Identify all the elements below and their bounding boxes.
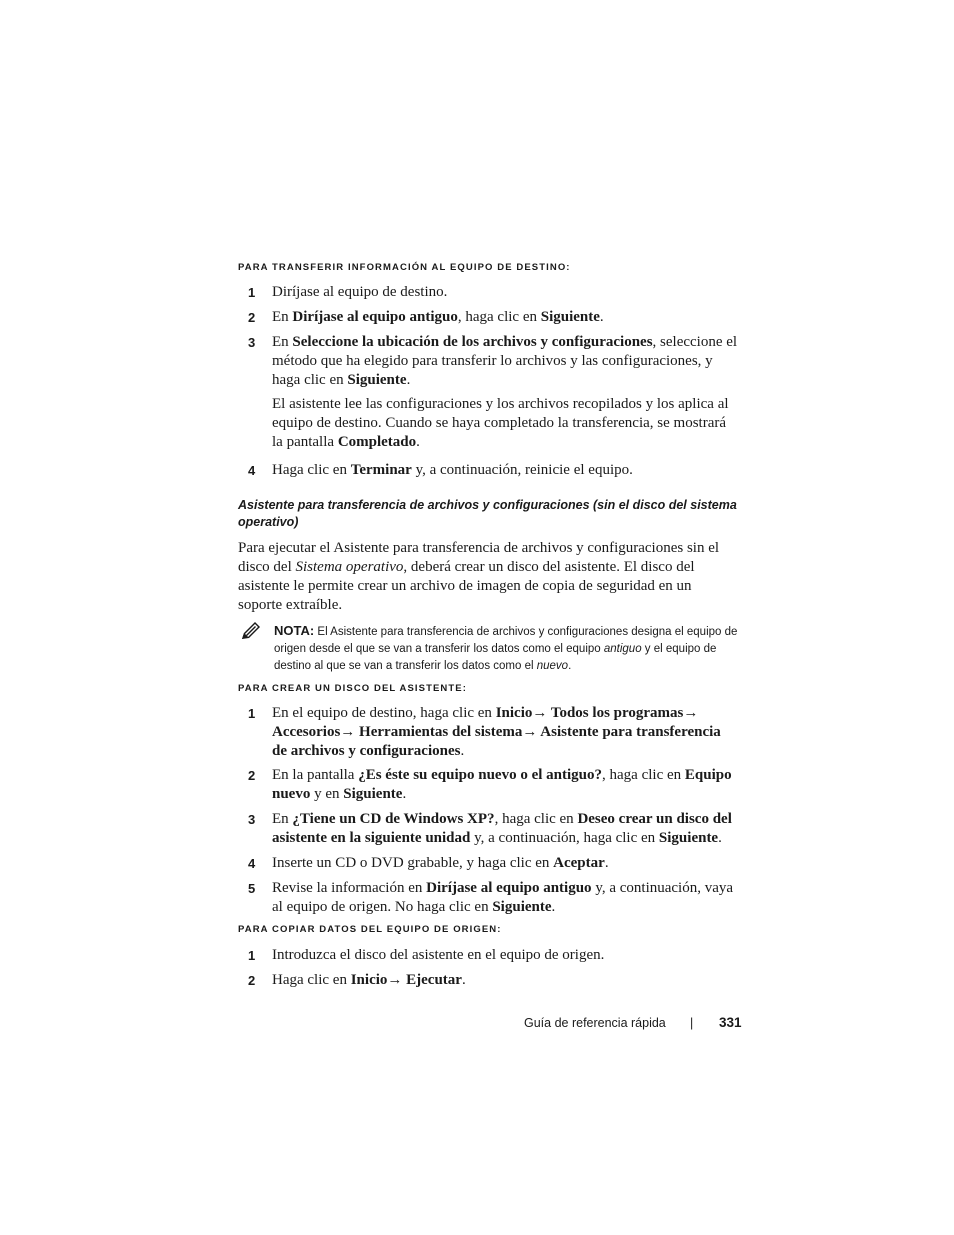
footer-separator: | <box>690 1016 694 1030</box>
step-number: 2 <box>248 310 256 325</box>
step-number: 5 <box>248 881 256 896</box>
intro-paragraph: Para ejecutar el Asistente para transferencia de archivos y configuraciones sin el disco del Sistema operativo, deberá crear un disco del asistente. El disco del asistente le permite crear un archivo de imagen de copia de seguridad en un soporte extraíble. <box>238 540 720 613</box>
section-heading-copy-data: PARA COPIAR DATOS DEL EQUIPO DE ORIGEN: <box>238 924 502 935</box>
step-number: 4 <box>248 856 256 871</box>
footer-guide-title: Guía de referencia rápida <box>524 1016 666 1030</box>
page-number: 331 <box>719 1015 742 1030</box>
step-number: 1 <box>248 706 256 721</box>
step-number: 1 <box>248 285 256 300</box>
step-number: 2 <box>248 973 256 988</box>
step-3-detail-paragraph: El asistente lee las configuraciones y los archivos recopilados y los aplica al equipo de destino. Cuando se haya completado la transferencia, se mostrará la pantalla Completado. <box>272 396 729 450</box>
subheading-wizard-no-os-disk: Asistente para transferencia de archivos y configuraciones (sin el disco del sistema operativo) <box>238 498 737 529</box>
step-number: 2 <box>248 768 256 783</box>
note-label: NOTA: <box>274 623 315 638</box>
note-text: NOTA: El Asistente para transferencia de archivos y configuraciones designa el equipo de origen desde el que se van a transferir los datos como el equipo antiguo y el equipo de destino al que se van a transferir los datos como el nuevo. <box>274 623 738 672</box>
section-heading-transfer: PARA TRANSFERIR INFORMACIÓN AL EQUIPO DE DESTINO: <box>238 262 571 273</box>
step-number: 4 <box>248 463 256 478</box>
section-heading-create-disk: PARA CREAR UN DISCO DEL ASISTENTE: <box>238 683 467 694</box>
step-number: 1 <box>248 948 256 963</box>
step-number: 3 <box>248 812 256 827</box>
note-pencil-icon <box>240 621 262 641</box>
step-number: 3 <box>248 335 256 350</box>
